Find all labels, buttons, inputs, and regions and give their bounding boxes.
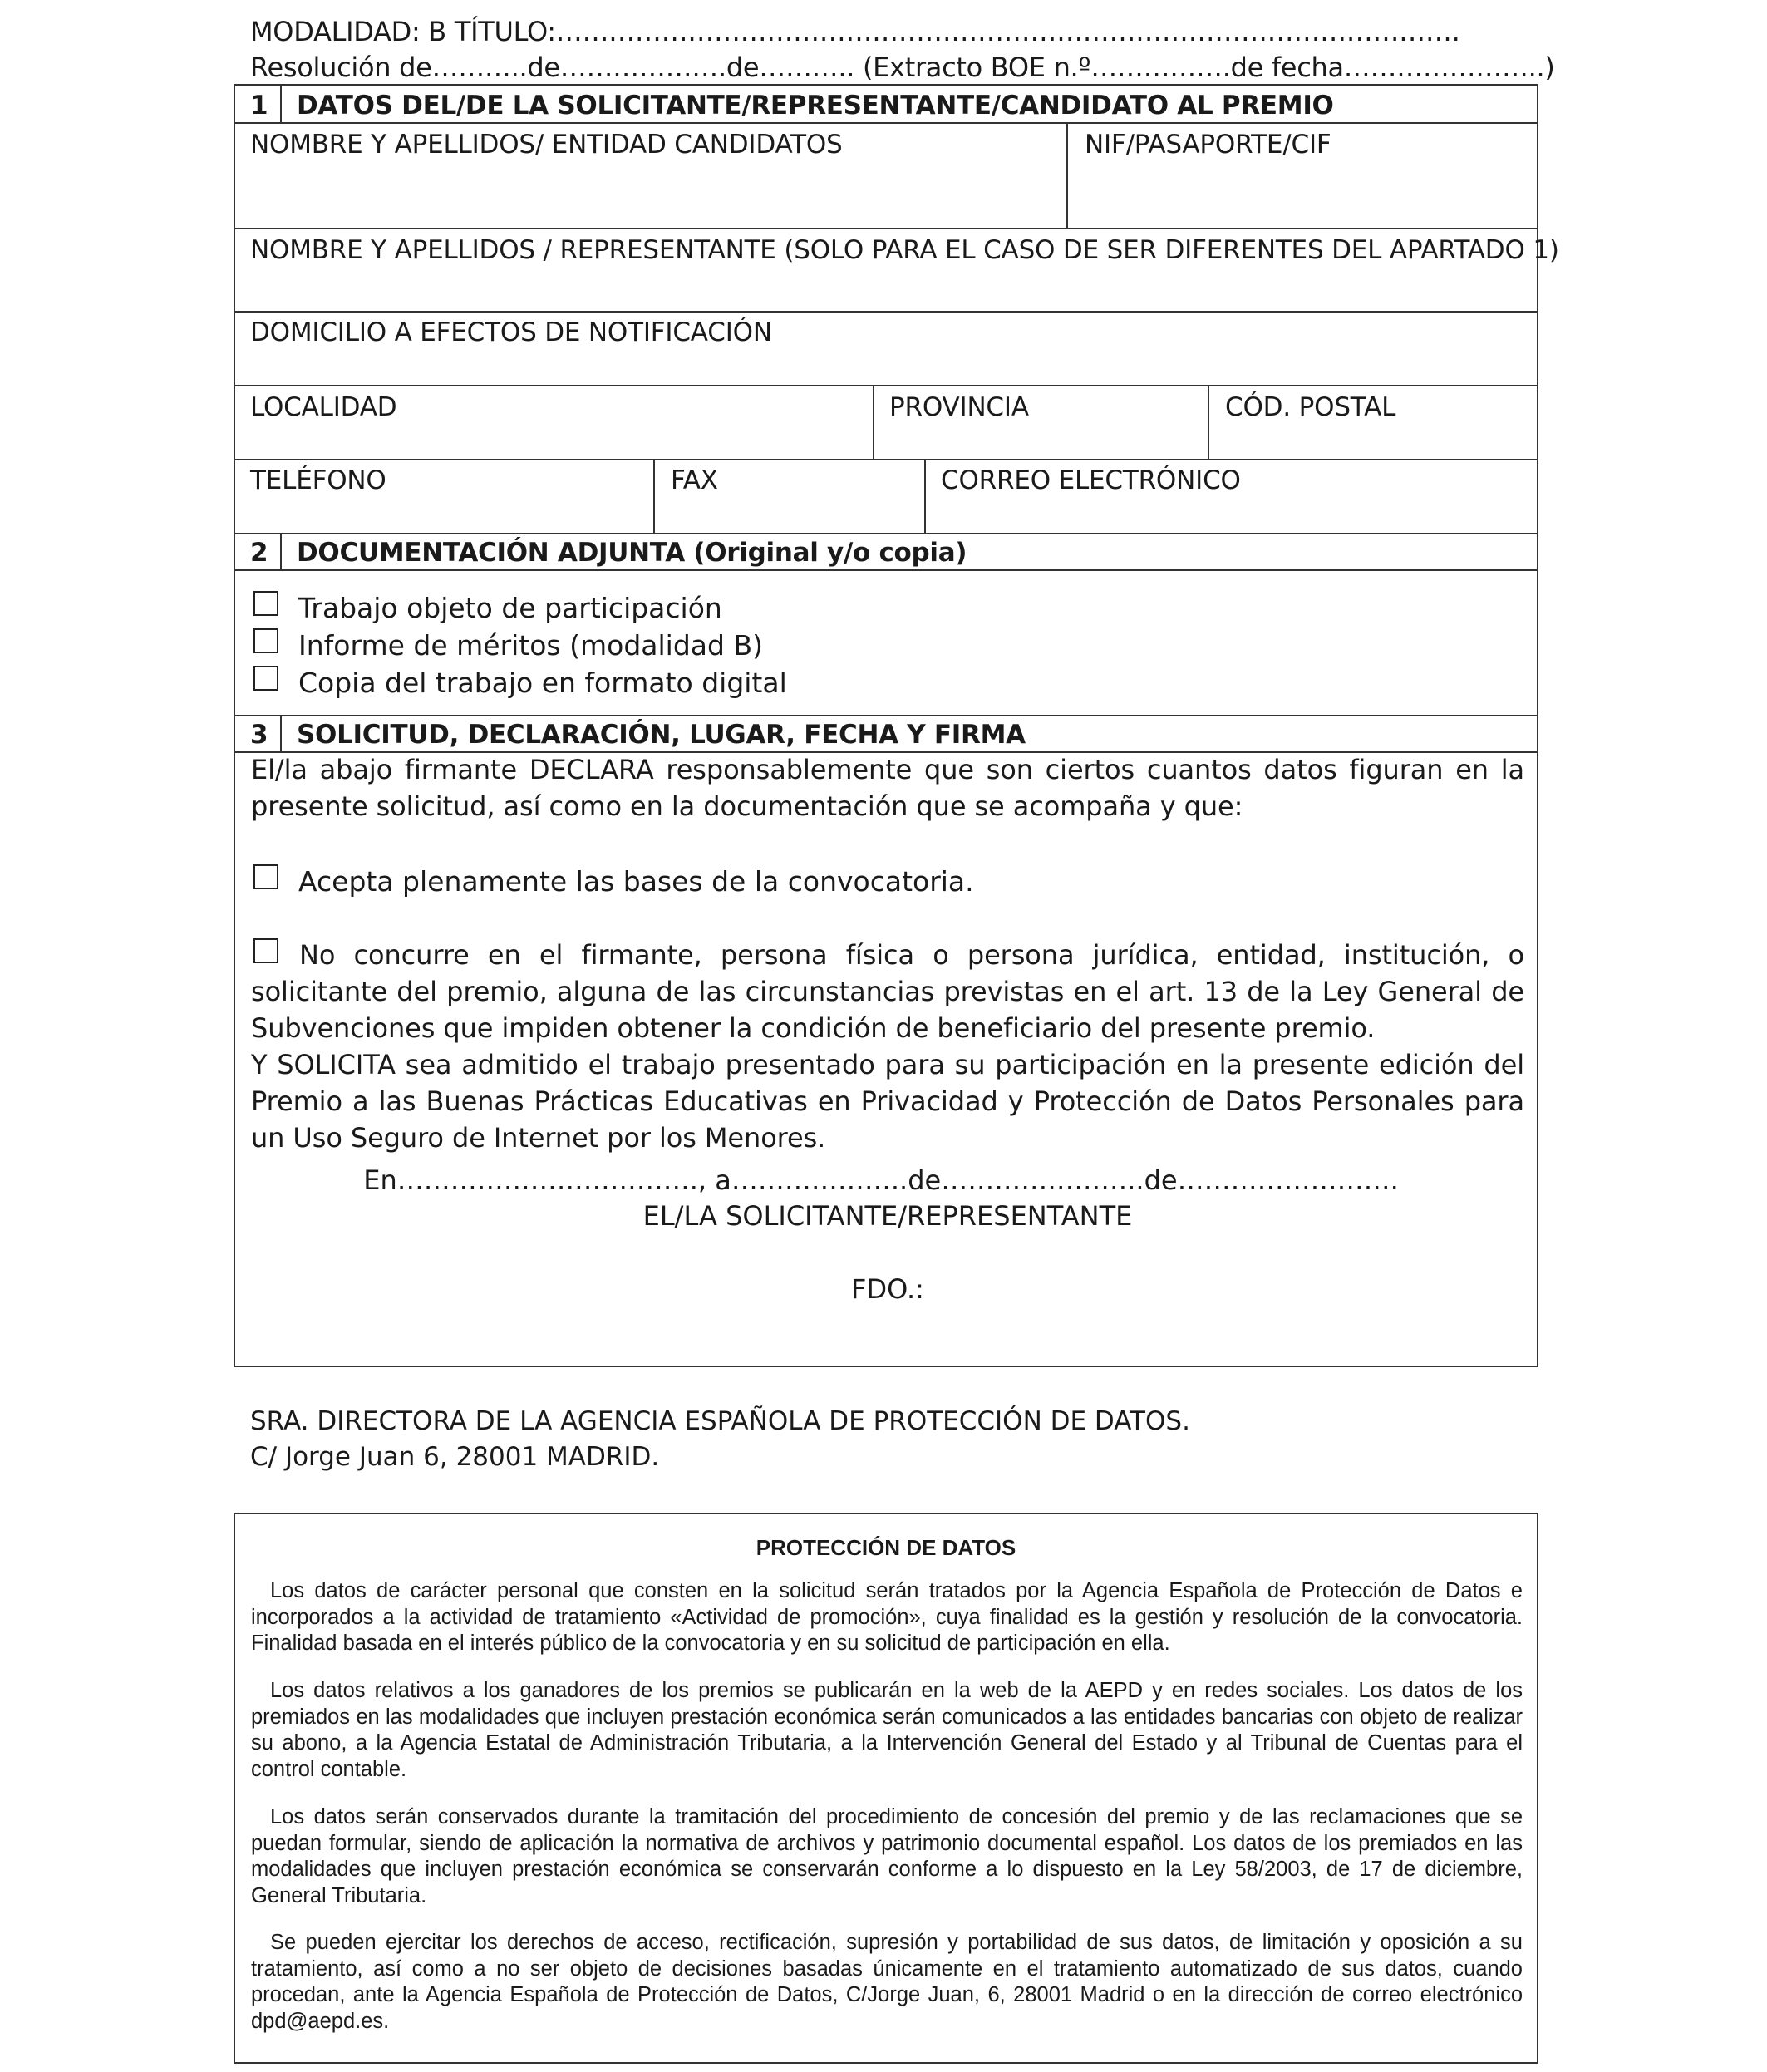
addressee-line-2: C/ Jorge Juan 6, 28001 MADRID. <box>250 1442 660 1472</box>
section-3-title: SOLICITUD, DECLARACIÓN, LUGAR, FECHA Y FIRMA <box>297 720 1026 750</box>
privacy-paragraph: Se pueden ejercitar los derechos de acceso, rectificación, supresión y portabilidad de sus datos, de limitación y oposición a su tratamiento, así como a no ser objeto de decisiones basadas únicamente en el tratamiento automatizado de sus datos, cuando procedan, ante la Agencia Española de Protección de Datos, C/Jorge Juan, 6, 28001 Madrid o en la dirección de correo electrónico dpd@aepd.es. <box>251 1931 1523 2033</box>
divider <box>924 459 926 533</box>
divider <box>235 569 1537 571</box>
resolution-line: Resolución de………..de……………….de……….. (Extracto BOE n.º…………….de fecha…………………..) <box>250 52 1555 83</box>
declaration-intro: El/la abajo firmante DECLARA responsablemente que son ciertos cuantos datos figuran en la presente solicitud, así como en la documentación que se acompaña y que: <box>251 754 1524 822</box>
privacy-paragraph: Los datos relativos a los ganadores de los premios se publicarán en la web de la AEPD y en redes sociales. Los datos de los premiados en las modalidades que incluyen prestación económica serán comunicados a las entidades bancarias con objeto de realizar su abono, a la Agencia Estatal de Administración Tributaria, a la Intervención General del Estado y al Tribunal de Cuentas para el control contable. <box>251 1679 1523 1781</box>
checkbox-accept-bases[interactable] <box>253 864 278 889</box>
divider <box>235 228 1537 229</box>
privacy-title: PROTECCIÓN DE DATOS <box>756 1535 1016 1560</box>
divider <box>1208 385 1209 459</box>
addressee-line-1: SRA. DIRECTORA DE LA AGENCIA ESPAÑOLA DE PROTECCIÓN DE DATOS. <box>250 1406 1190 1436</box>
privacy-paragraph: Los datos de carácter personal que consten en la solicitud serán tratados por la Agencia Española de Protección de Datos e incorporados a la actividad de tratamiento «Actividad de promoción», cuya finalidad es la gestión y resolución de la convocatoria. Finalidad basada en el interés público de la convocatoria y en su solicitud de participación en ella. <box>251 1579 1523 1655</box>
representative-field[interactable]: NOMBRE Y APELLIDOS / REPRESENTANTE (SOLO PARA EL CASO DE SER DIFERENTES DEL APARTADO 1) <box>250 235 1559 265</box>
divider <box>1066 122 1068 228</box>
checkbox-work[interactable] <box>253 591 278 616</box>
phone-field[interactable]: TELÉFONO <box>250 465 386 495</box>
address-field[interactable]: DOMICILIO A EFECTOS DE NOTIFICACIÓN <box>250 317 772 347</box>
divider <box>235 385 1537 386</box>
divider <box>280 86 282 122</box>
nif-field[interactable]: NIF/PASAPORTE/CIF <box>1085 130 1331 160</box>
checkbox-work-label: Trabajo objeto de participación <box>298 592 722 624</box>
divider <box>235 122 1537 124</box>
divider <box>280 533 282 569</box>
divider <box>873 385 874 459</box>
checkbox-digital-copy[interactable] <box>253 666 278 691</box>
privacy-notice-box <box>234 1513 1538 2064</box>
province-field[interactable]: PROVINCIA <box>889 392 1029 422</box>
modality-title-line: MODALIDAD: B TÍTULO:…………………………………………………………………………………………. <box>250 16 1460 47</box>
divider <box>235 715 1537 716</box>
section-3-number: 3 <box>250 720 268 750</box>
checkbox-digital-copy-label: Copia del trabajo en formato digital <box>298 667 787 699</box>
divider <box>235 533 1537 534</box>
no-impediment-declaration <box>251 937 1524 1046</box>
divider <box>280 715 282 751</box>
section-2-number: 2 <box>250 538 268 568</box>
postal-code-field[interactable]: CÓD. POSTAL <box>1225 392 1396 422</box>
section-2-title: DOCUMENTACIÓN ADJUNTA (Original y/o copia) <box>297 538 967 568</box>
request-paragraph: Y SOLICITA sea admitido el trabajo presentado para su participación en la presente edición del Premio a las Buenas Prácticas Educativas en Privacidad y Protección de Datos Personales para un Uso Seguro de Internet por los Menores. <box>251 1049 1524 1154</box>
divider <box>235 311 1537 313</box>
divider <box>653 459 655 533</box>
divider <box>235 459 1537 460</box>
name-entity-field[interactable]: NOMBRE Y APELLIDOS/ ENTIDAD CANDIDATOS <box>250 130 843 160</box>
fax-field[interactable]: FAX <box>671 465 718 495</box>
signature-label: FDO.: <box>851 1273 924 1305</box>
email-field[interactable]: CORREO ELECTRÓNICO <box>941 465 1241 495</box>
privacy-paragraph: Los datos serán conservados durante la tramitación del procedimiento de concesión del premio y de las reclamaciones que se puedan formular, siendo de aplicación la normativa de archivos y patrimonio documental español. Los datos de los premiados en las modalidades que incluyen prestación económica se conservarán conforme a lo dispuesto en la Ley 58/2003, de 17 de diciembre, General Tributaria. <box>251 1805 1523 1907</box>
section-1-number: 1 <box>250 91 268 121</box>
checkbox-merits-report-label: Informe de méritos (modalidad B) <box>298 629 763 662</box>
no-impediment-text: No concurre en el firmante, persona física o persona jurídica, entidad, institución, o solicitante del premio, alguna de las circunstancias previstas en el art. 13 de la Ley General de Subvenciones que impiden obtener la condición de beneficiario del presente premio. <box>251 939 1524 1044</box>
checkbox-accept-bases-label: Acepta plenamente las bases de la convocatoria. <box>298 865 974 898</box>
section-1-title: DATOS DEL/DE LA SOLICITANTE/REPRESENTANTE/CANDIDATO AL PREMIO <box>297 91 1334 121</box>
place-date-line: En……………………………., a………………..de…………………..de……………………. <box>363 1164 1399 1196</box>
application-form-table <box>234 84 1559 1367</box>
locality-field[interactable]: LOCALIDAD <box>250 392 397 422</box>
checkbox-merits-report[interactable] <box>253 628 278 653</box>
signer-label: EL/LA SOLICITANTE/REPRESENTANTE <box>642 1200 1133 1232</box>
